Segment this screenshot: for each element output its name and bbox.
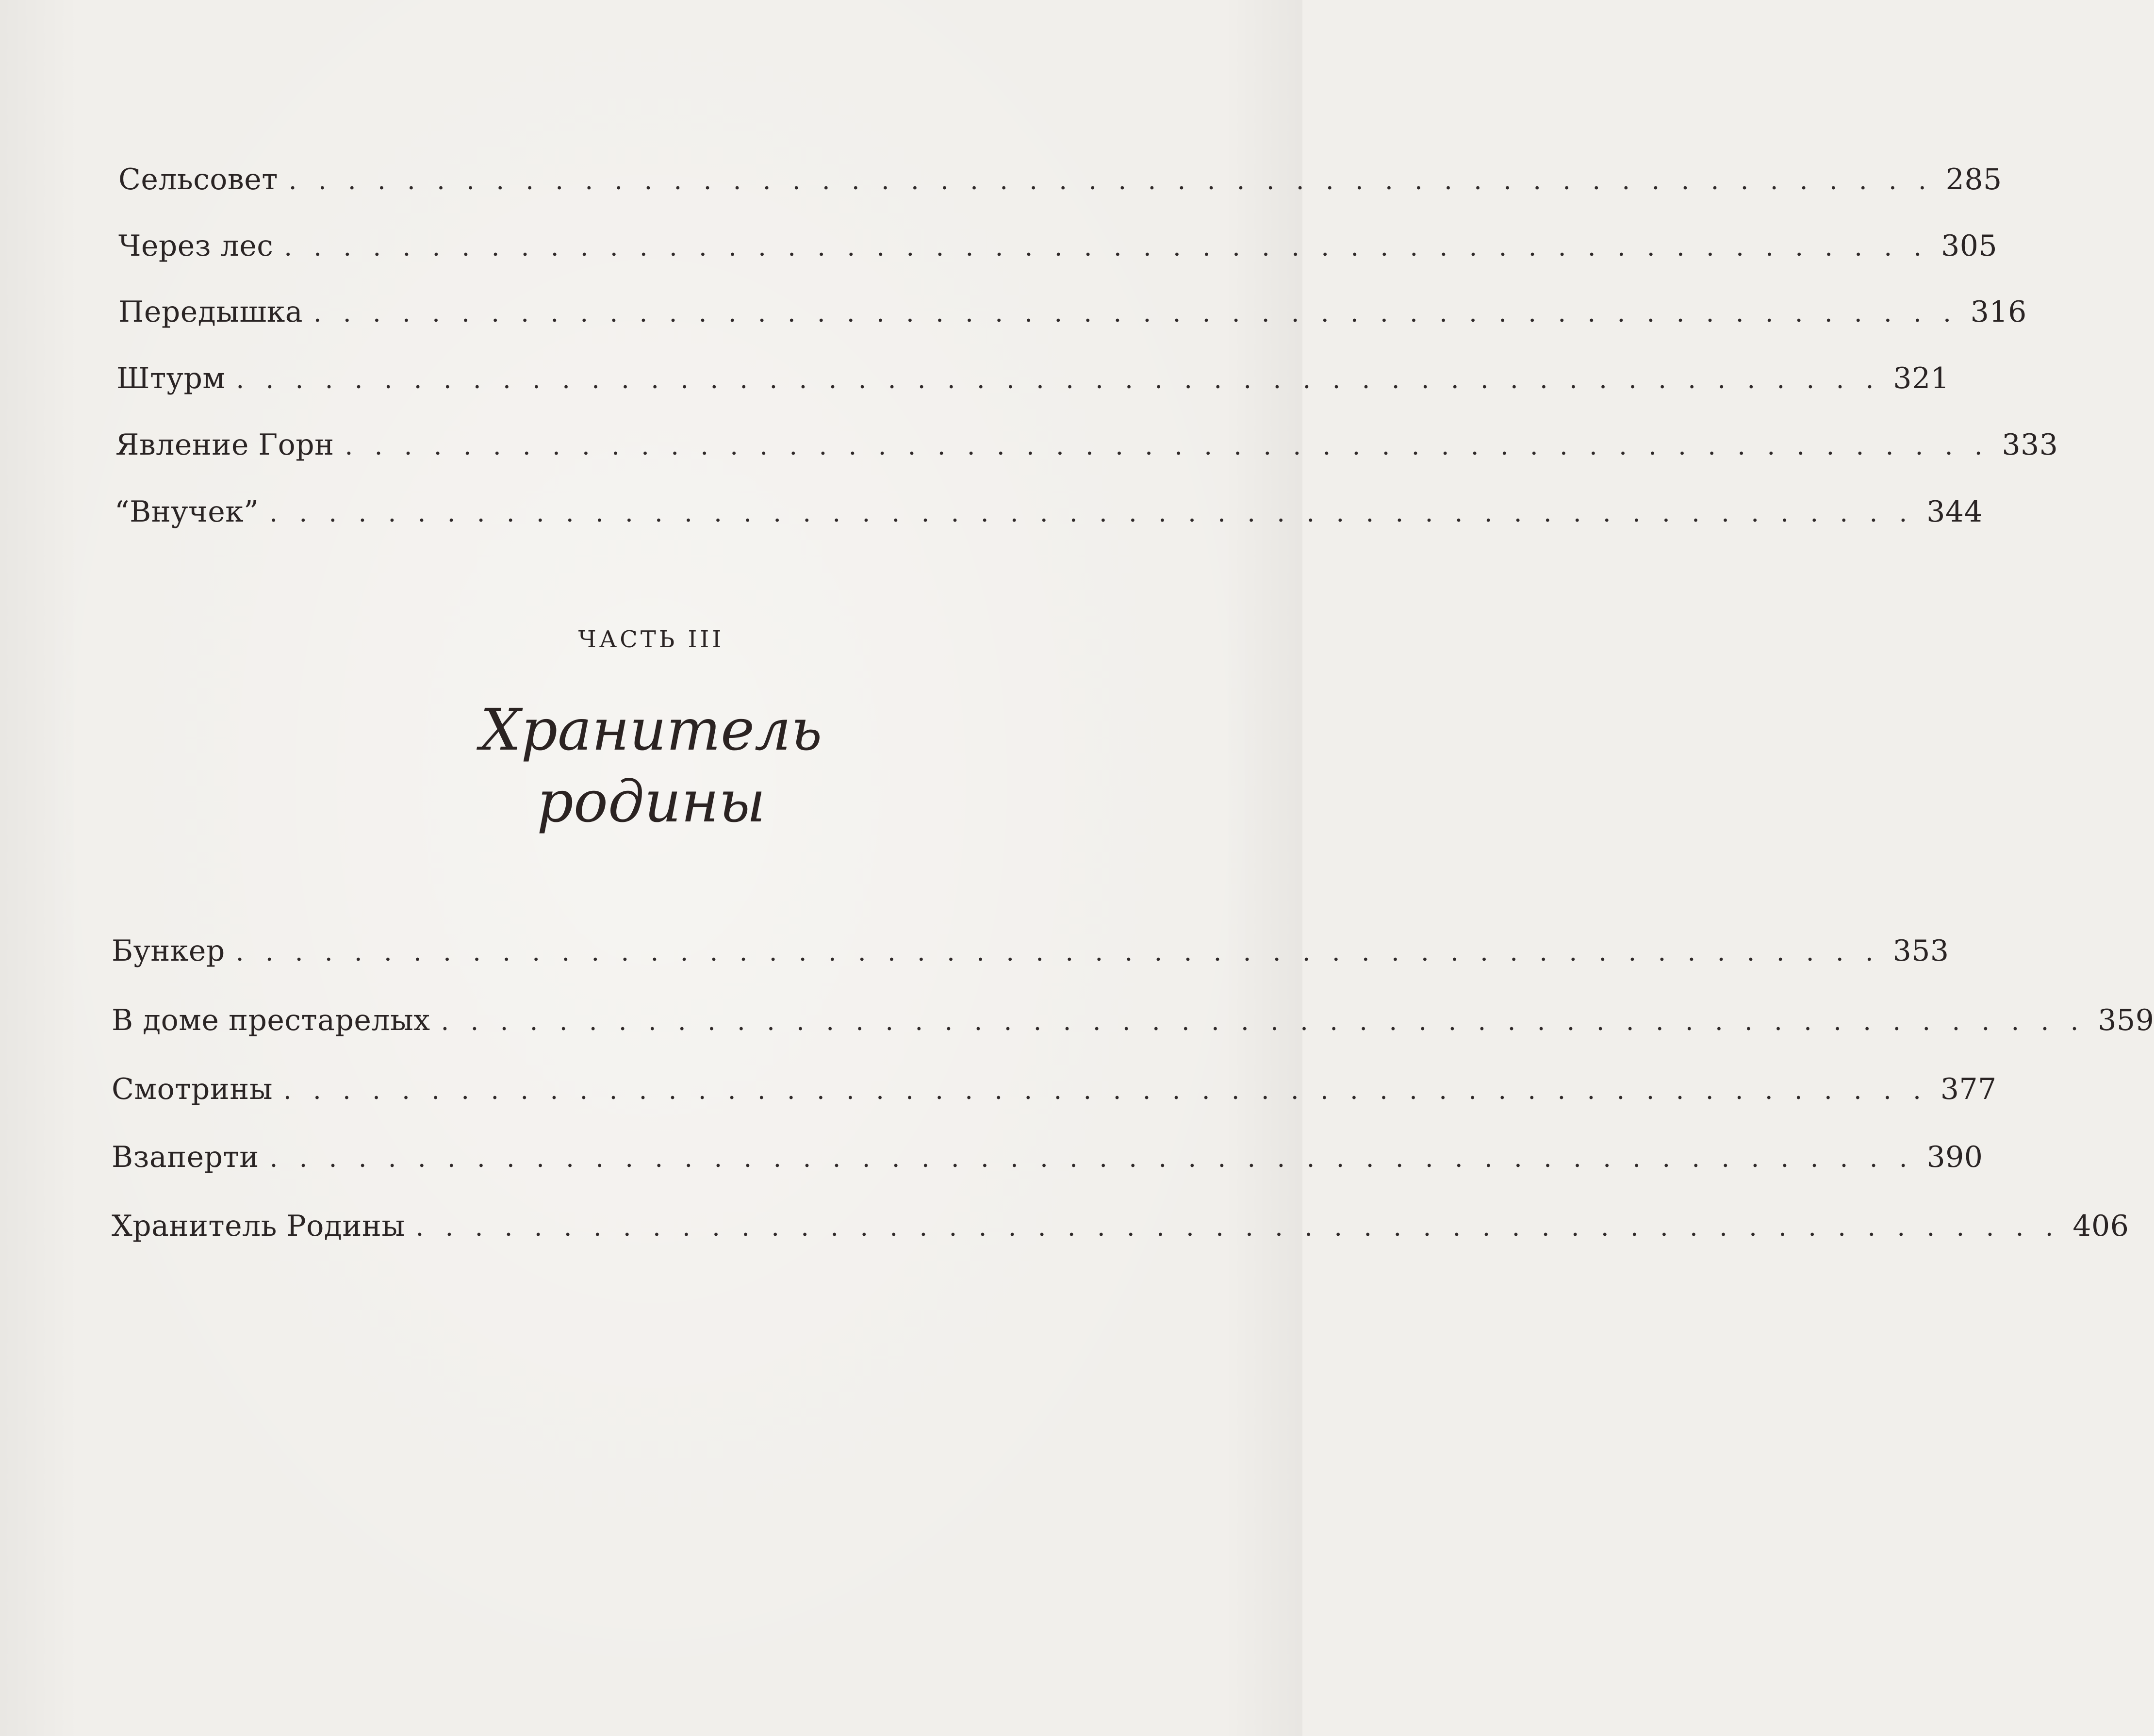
toc-entry xyxy=(112,1135,1983,1179)
toc-entry-page: 353 xyxy=(1892,934,1949,968)
toc-entry xyxy=(112,999,2154,1042)
toc-dot-leader: . . . . . . . . . . . . . . . . . . . . . . . . . . . . . . . . . . . . . . . . . . . . . . . . . . . . . . . . xyxy=(236,365,1881,394)
toc-entry xyxy=(112,1204,2129,1248)
toc-entry xyxy=(112,1067,1997,1111)
part-title-line-2: родины xyxy=(537,768,766,835)
toc-entry-title: “Внучек” xyxy=(115,495,259,529)
toc-entry-page: 333 xyxy=(2002,428,2058,462)
toc-entry-page: 359 xyxy=(2098,1003,2154,1037)
toc-entry-page: 316 xyxy=(1970,295,2027,329)
toc-entry-title: Сельсовет xyxy=(118,163,278,197)
part-label: ЧАСТЬ III xyxy=(578,626,724,653)
toc-entry-page: 321 xyxy=(1893,361,1950,395)
toc-entry-title: Штурм xyxy=(116,361,226,395)
toc-dot-leader: . . . . . . . . . . . . . . . . . . . . . . . . . . . . . . . . . . . . . . . . . . . . . . . . . . . . . . . . xyxy=(441,1007,2086,1036)
toc-dot-leader: . . . . . . . . . . . . . . . . . . . . . . . . . . . . . . . . . . . . . . . . . . . . . . . . . . . . . . . . xyxy=(235,938,1880,967)
toc-entry xyxy=(116,357,1950,400)
part-title-line-1: Хранитель xyxy=(480,696,822,763)
toc-dot-leader: . . . . . . . . . . . . . . . . . . . . . . . . . . . . . . . . . . . . . . . . . . . . . . . . . . . . . . . . xyxy=(415,1213,2060,1242)
toc-entry xyxy=(112,929,1949,973)
toc-dot-leader: . . . . . . . . . . . . . . . . . . . . . . . . . . . . . . . . . . . . . . . . . . . . . . . . . . . . . . . . xyxy=(269,1144,1914,1173)
toc-dot-leader: . . . . . . . . . . . . . . . . . . . . . . . . . . . . . . . . . . . . . . . . . . . . . . . . . . . . . . . . xyxy=(284,233,1929,262)
toc-entry-page: 285 xyxy=(1945,163,2002,197)
toc-entry-page: 377 xyxy=(1940,1072,1997,1106)
toc-dot-leader: . . . . . . . . . . . . . . . . . . . . . . . . . . . . . . . . . . . . . . . . . . . . . . . . . . . . . . . . xyxy=(288,166,1933,196)
toc-entry xyxy=(118,290,2027,334)
toc-entry xyxy=(118,224,1998,268)
toc-entry xyxy=(115,423,2058,467)
part-title xyxy=(0,694,1302,837)
toc-entry-title: Взаперти xyxy=(112,1140,259,1174)
toc-entry xyxy=(118,158,2002,201)
toc-entry-page: 406 xyxy=(2072,1209,2129,1243)
toc-entry-title: Смотрины xyxy=(112,1072,273,1106)
toc-entry-page: 305 xyxy=(1941,229,1998,263)
toc-entry-title: В доме престарелых xyxy=(112,1003,430,1037)
toc-entry-title: Передышка xyxy=(118,295,303,329)
toc-entry-page: 390 xyxy=(1926,1140,1983,1174)
toc-dot-leader: . . . . . . . . . . . . . . . . . . . . . . . . . . . . . . . . . . . . . . . . . . . . . . . . . . . . . . . . xyxy=(345,432,1990,461)
toc-entry xyxy=(115,490,1983,534)
toc-entry-page: 344 xyxy=(1926,495,1983,529)
toc-entry-title: Бункер xyxy=(112,934,225,968)
toc-entry-title: Хранитель Родины xyxy=(112,1209,405,1243)
toc-dot-leader: . . . . . . . . . . . . . . . . . . . . . . . . . . . . . . . . . . . . . . . . . . . . . . . . . . . . . . . . xyxy=(313,299,1958,328)
toc-entry-title: Через лес xyxy=(118,229,274,263)
toc-dot-leader: . . . . . . . . . . . . . . . . . . . . . . . . . . . . . . . . . . . . . . . . . . . . . . . . . . . . . . . . xyxy=(283,1076,1928,1105)
toc-dot-leader: . . . . . . . . . . . . . . . . . . . . . . . . . . . . . . . . . . . . . . . . . . . . . . . . . . . . . . . . xyxy=(269,499,1914,528)
toc-entry-title: Явление Горн xyxy=(115,428,334,462)
